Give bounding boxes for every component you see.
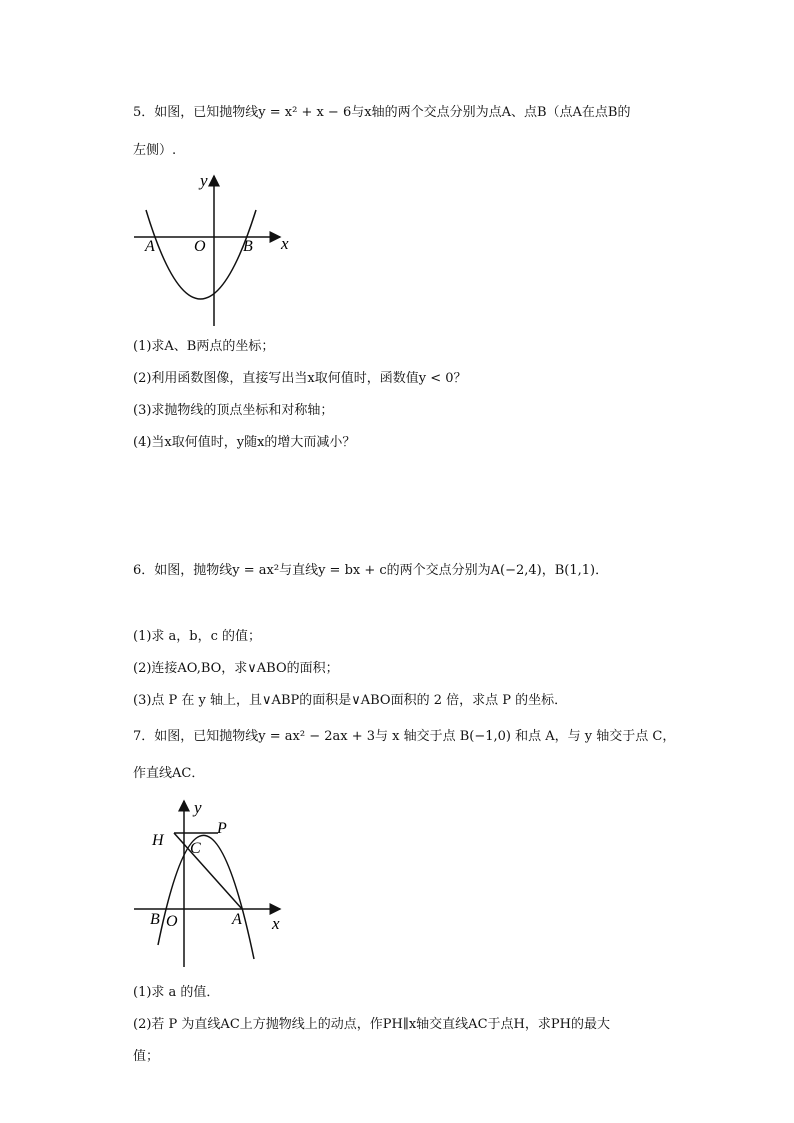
q7-label-P: P (217, 820, 227, 837)
q7-label-H: H (152, 832, 164, 849)
q7-label-A: A (232, 911, 242, 928)
q7-figure (128, 795, 298, 975)
q7-label-C: C (190, 840, 201, 857)
q5-label-O: O (194, 238, 206, 255)
q5-part-4: (4)当x取何值时，y随x的增大而减小？ (133, 435, 356, 450)
q6-part-3: (3)点 P 在 y 轴上，且∨ABP的面积是∨ABO面积的 2 倍，求点 P 的坐标． (133, 693, 568, 708)
q7-parabola (158, 835, 254, 959)
q5-label-A: A (145, 238, 155, 255)
q6-part-1: (1)求 a，b，c 的值； (133, 629, 262, 644)
q5-stem-line1: 5．如图，已知抛物线y = x² + x − 6与x轴的两个交点分别为点A、点B（点A在点B的 (133, 105, 631, 120)
q7-stem-line2: 作直线AC． (133, 766, 205, 781)
q5-label-B: B (243, 238, 253, 255)
q5-part-2: (2)利用函数图像，直接写出当x取何值时，函数值y < 0？ (133, 371, 467, 386)
q5-part-3: (3)求抛物线的顶点坐标和对称轴； (133, 403, 334, 418)
q7-label-x: x (272, 914, 280, 933)
q5-part-1: (1)求A、B两点的坐标； (133, 339, 275, 354)
q7-label-y: y (194, 798, 202, 817)
q7-part-2-cont: 值； (133, 1049, 160, 1064)
q7-label-O: O (166, 913, 178, 930)
q7-part-1: (1)求 a 的值． (133, 985, 220, 1000)
q5-label-y: y (200, 171, 208, 190)
q5-figure (128, 168, 298, 330)
q7-label-B: B (150, 911, 160, 928)
q5-stem-line2: 左侧）. (133, 143, 177, 158)
q7-part-2: (2)若 P 为直线AC上方抛物线上的动点，作PH∥x轴交直线AC于点H，求PH的最大 (133, 1017, 610, 1032)
q5-label-x: x (281, 234, 289, 253)
q6-stem: 6．如图，抛物线y = ax²与直线y = bx + c的两个交点分别为A(−2,4)，B(1,1)． (133, 563, 609, 578)
q6-part-2: (2)连接AO,BO，求∨ABO的面积； (133, 661, 339, 676)
q7-stem-line1: 7．如图，已知抛物线y = ax² − 2ax + 3与 x 轴交于点 B(−1,0) 和点 A，与 y 轴交于点 C， (133, 729, 676, 744)
